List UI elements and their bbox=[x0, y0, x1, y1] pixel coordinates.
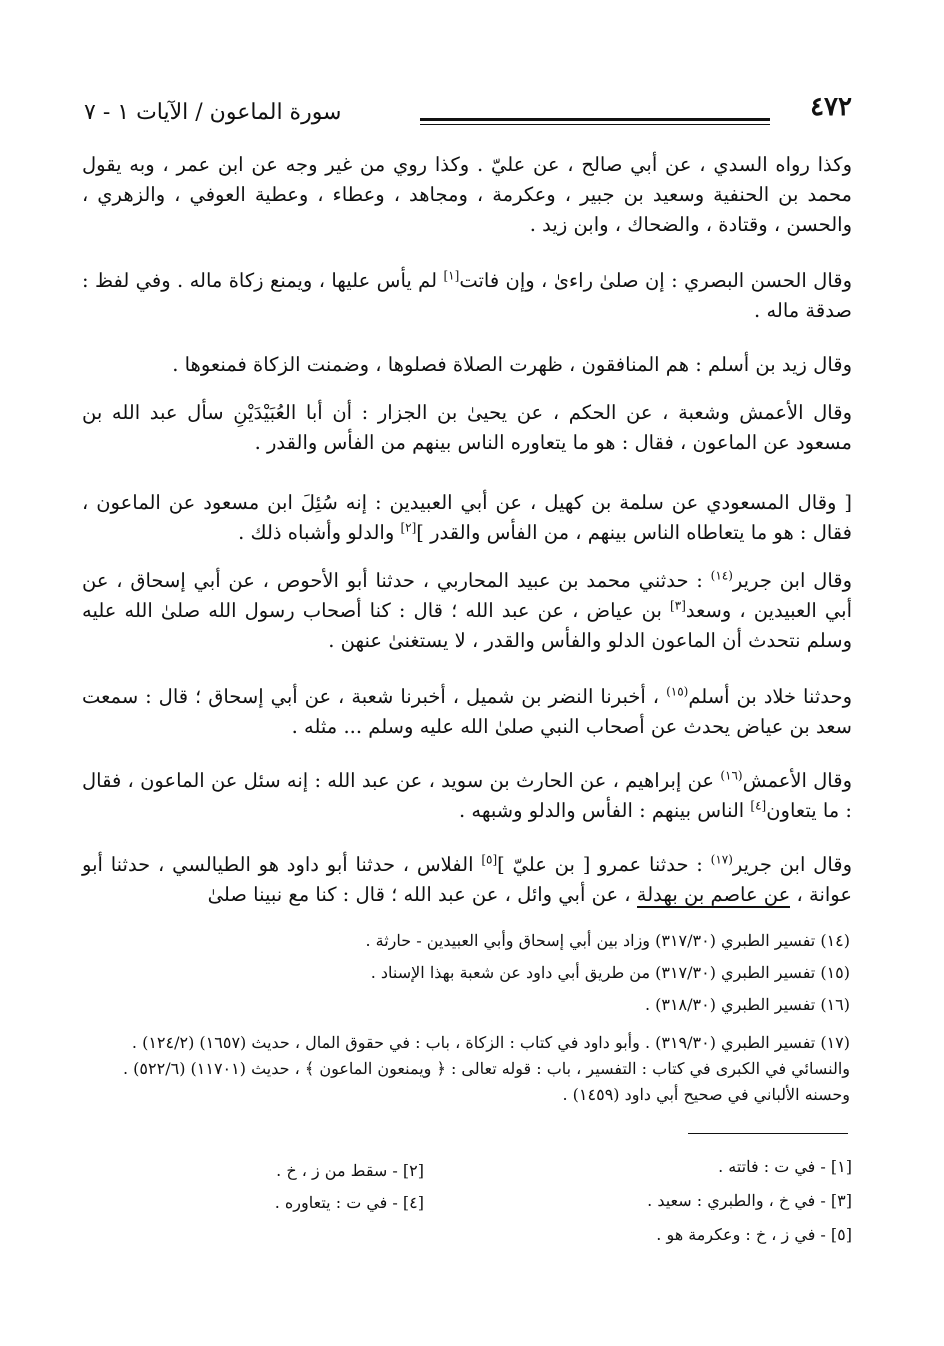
paragraph bbox=[82, 150, 852, 240]
paragraph bbox=[82, 398, 852, 458]
paragraph bbox=[82, 350, 852, 380]
paragraph-text: وقال الحسن البصري : إن صلىٰ راءىٰ ، وإن فاتت bbox=[459, 269, 852, 292]
paragraph bbox=[82, 266, 852, 326]
variant-note: [٥] - في ز ، خ : وعكرمة هو . bbox=[656, 1225, 852, 1244]
running-title: سورة الماعون / الآيات ١ - ٧ bbox=[84, 100, 342, 125]
paragraph-text: وقال الأعمش bbox=[742, 769, 852, 792]
footnote: (١٤) تفسير الطبري (٣١٧/٣٠) وزاد بين أبي إسحاق وأبي العبيدين - حارثة . bbox=[365, 931, 850, 950]
paragraph-text: وقال الأعمش وشعبة ، عن الحكم ، عن يحيىٰ بن الجزار : أن أبا العُبَيْدَيْنِ سأل عبد الله بن مسعود عن الماعون ، فقال : هو ما يتعاوره الناس بينهم من الفأس والقدر . bbox=[82, 401, 852, 454]
variant-ref: [٥] bbox=[481, 852, 498, 867]
paragraph bbox=[82, 766, 852, 826]
footnote: (١٧) تفسير الطبري (٣١٩/٣٠) . وأبو داود في كتاب : الزكاة ، باب : في حقوق المال ، حديث (١٦٥٧) (١٢٤/٢) . والنسائي في الكبرى في كتاب : التفسير ، باب : قوله تعالى : ﴿ ويمنعون الماعون ﴾ ، حديث (١١٧٠١) (٥٢٢/٦) . وحسنه الألباني في صحيح أبي داود (١٤٥٩) . bbox=[123, 1033, 850, 1104]
paragraph-text: لم يأس عليها ، ويمنع زكاة ماله . وفي لفظ : صدقة ماله . bbox=[82, 269, 852, 322]
footnote-ref: (١٤) bbox=[710, 568, 733, 583]
paragraph-text: عن إبراهيم ، عن الحارث بن سويد ، عن عبد الله : إنه سئل عن الماعون ، فقال : ما يتعاون bbox=[82, 769, 852, 822]
header-rule-thin bbox=[420, 124, 770, 125]
variant-note: [١] - في ت : فاتته . bbox=[718, 1157, 852, 1176]
paragraph bbox=[82, 566, 852, 656]
paragraph bbox=[82, 488, 852, 548]
variant-ref: [١] bbox=[443, 268, 460, 283]
paragraph-text: الفلاس ، حدثنا أبو داود هو الطيالسي ، حدثنا أبو عوانة ، bbox=[82, 853, 852, 906]
paragraph-text: : حدثنا عمرو [ بن عليّ ] bbox=[497, 853, 711, 876]
paragraph-text: والدلو وأشباه ذلك . bbox=[238, 521, 401, 544]
paragraph-text: ، عن أبي وائل ، عن عبد الله ؛ قال : كنا مع نبينا صلىٰ bbox=[207, 883, 637, 906]
paragraph-text: ، أخبرنا النضر بن شميل ، أخبرنا شعبة ، عن أبي إسحاق ؛ قال : سمعت سعد بن عياض يحدث عن أصحاب النبي صلىٰ الله عليه وسلم ... مثله . bbox=[82, 685, 852, 738]
footnote: (١٥) تفسير الطبري (٣١٧/٣٠) من طريق أبي داود عن شعبة بهذا الإسناد . bbox=[370, 963, 850, 982]
variant-note: [٤] - في ت : يتعاوره . bbox=[274, 1193, 424, 1212]
header-rule bbox=[420, 118, 770, 121]
paragraph bbox=[82, 850, 852, 910]
variant-note: [٢] - سقط من ز ، خ . bbox=[276, 1161, 424, 1180]
paragraph-text: الناس بينهم : الفأس والدلو وشبهه . bbox=[459, 799, 751, 822]
footnote-ref: (١٥) bbox=[666, 684, 689, 699]
page-number: ٤٧٢ bbox=[810, 92, 852, 122]
footnote: (١٦) تفسير الطبري (٣١٨/٣٠) . bbox=[644, 995, 850, 1014]
variant-note: [٣] - في خ ، والطبري : سعيد . bbox=[647, 1191, 852, 1210]
footnote-separator bbox=[688, 1133, 848, 1134]
paragraph bbox=[82, 682, 852, 742]
paragraph-text: وقال ابن جرير bbox=[732, 853, 853, 876]
underlined-text: عن عاصم بن بهدلة bbox=[636, 883, 791, 906]
paragraph-text: : حدثني محمد بن عبيد المحاربي ، حدثنا أبو الأحوص ، عن أبي إسحاق ، عن أبي العبيدين ، وسعد bbox=[82, 569, 852, 622]
variant-ref: [٣] bbox=[670, 598, 686, 613]
paragraph-text: وقال ابن جرير bbox=[732, 569, 852, 592]
footnote-ref: (١٧) bbox=[710, 852, 733, 867]
variant-ref: [٢] bbox=[400, 520, 417, 535]
paragraph-text: وكذا رواه السدي ، عن أبي صالح ، عن عليّ . وكذا روي من غير وجه عن ابن عمر ، وبه يقول محمد بن الحنفية وسعيد بن جبير ، وعكرمة ، ومجاهد ، وعطاء ، وعطية العوفي ، والزهري ، والحسن ، وقتادة ، والضحاك ، وابن زيد . bbox=[82, 153, 852, 236]
paragraph-text: وحدثنا خلاد بن أسلم bbox=[688, 685, 852, 708]
variant-ref: [٤] bbox=[750, 798, 767, 813]
paragraph-text: [ وقال المسعودي عن سلمة بن كهيل ، عن أبي العبيدين : إنه سُئِلَ ابن مسعود عن الماعون ، فقال : هو ما يتعاطاه الناس بينهم ، من الفأس والقدر ] bbox=[82, 491, 852, 544]
paragraph-text: وقال زيد بن أسلم : هم المنافقون ، ظهرت الصلاة فصلوها ، وضمنت الزكاة فمنعوها . bbox=[172, 353, 852, 376]
footnote-ref: (١٦) bbox=[720, 768, 743, 783]
paragraph-text: بن عياض ، عن عبد الله ؛ قال : كنا أصحاب رسول الله صلىٰ الله عليه وسلم نتحدث أن الماعون الدلو والفأس والقدر ، لا يستغنىٰ عنهن . bbox=[82, 599, 852, 652]
